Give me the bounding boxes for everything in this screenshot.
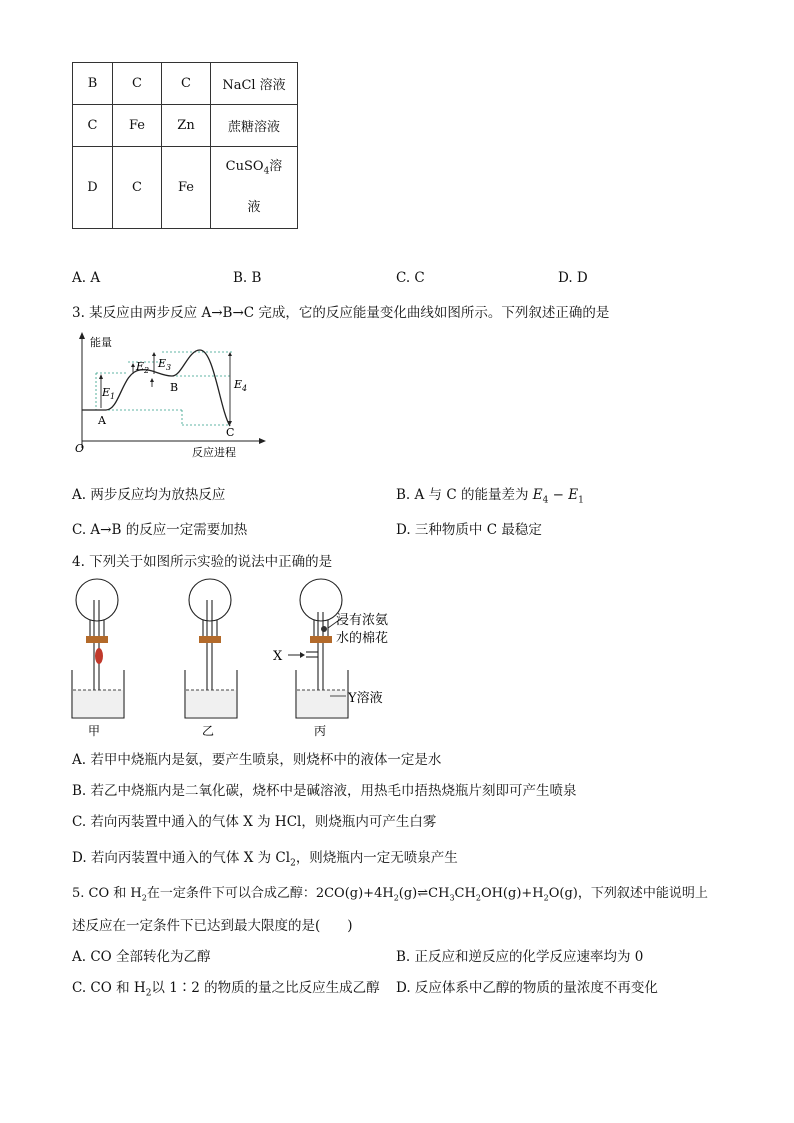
table-cell: NaCl 溶液 <box>211 63 298 105</box>
q4-stem: 4. 下列关于如图所示实验的说法中正确的是 <box>72 554 333 570</box>
label-y-solution: Y溶液 <box>348 691 383 706</box>
label-bing: 丙 <box>314 724 327 738</box>
e4-label: $E_4$ <box>234 378 248 393</box>
table-row <box>73 147 298 229</box>
q5-stem-line-1: 5. CO 和 $H_2$在一定条件下可以合成乙醇：$2CO(g)+4H_2(g)\rightleftharpoons CH_3CH_2OH(g)+H_2O(g)$，下列叙述中能说明上 <box>72 886 708 903</box>
q2-option-a: A. A <box>72 270 101 286</box>
q5-option-a: A. CO 全部转化为乙醇 <box>72 949 211 965</box>
q2-option-b: B. B <box>233 270 262 286</box>
origin-label: O <box>75 442 85 455</box>
table-cell: D <box>73 147 113 229</box>
table-row <box>73 63 298 105</box>
table-cell: C <box>162 63 211 105</box>
table-cell: CuSO$_4$溶 液 <box>211 147 298 229</box>
q2-option-d: D. D <box>558 270 588 286</box>
fountain-apparatus-diagram <box>66 572 406 742</box>
table-cell: C <box>113 63 162 105</box>
table-cell: 蔗糖溶液 <box>211 105 298 147</box>
table-cell: Fe <box>113 105 162 147</box>
energy-diagram <box>70 330 270 460</box>
x-axis-label: 反应进程 <box>192 446 236 459</box>
table-cell: B <box>73 63 113 105</box>
e1-label: $E_1$ <box>102 386 116 401</box>
e3-label: $E_3$ <box>158 357 172 372</box>
q5-option-b: B. 正反应和逆反应的化学反应速率均为 0 <box>396 949 644 965</box>
q4-option-a: A. 若甲中烧瓶内是氨，要产生喷泉，则烧杯中的液体一定是水 <box>72 752 442 768</box>
point-c-label: C <box>226 426 235 439</box>
q4-option-c: C. 若向丙装置中通入的气体 X 为 HCl，则烧瓶内可产生白雾 <box>72 814 437 830</box>
label-jia: 甲 <box>88 724 101 738</box>
label-x: X <box>273 649 283 664</box>
q5-option-c: C. CO 和 $H_2$以 1∶2 的物质的量之比反应生成乙醇 <box>72 980 380 999</box>
table-cell: Fe <box>162 147 211 229</box>
q3-option-d: D. 三种物质中 C 最稳定 <box>396 522 542 538</box>
options-table <box>72 62 298 229</box>
q3-option-a: A. 两步反应均为放热反应 <box>72 487 226 503</box>
q2-option-c: C. C <box>396 270 425 286</box>
table-row <box>73 105 298 147</box>
table-cell: Zn <box>162 105 211 147</box>
y-axis-label: 能量 <box>90 336 112 349</box>
e2-label: $E_2$ <box>136 360 150 375</box>
q3-option-c: C. A→B 的反应一定需要加热 <box>72 522 248 538</box>
label-cotton-1: 浸有浓氨 <box>336 613 389 628</box>
label-cotton-2: 水的棉花 <box>336 631 389 646</box>
point-a-label: A <box>98 414 106 427</box>
q4-option-d: D. 若向丙装置中通入的气体 X 为 $Cl_2$，则烧瓶内一定无喷泉产生 <box>72 850 458 869</box>
q5-stem-line-2: 述反应在一定条件下已达到最大限度的是( ) <box>72 918 353 934</box>
point-b-label: B <box>170 381 179 394</box>
q3-option-b: B. A 与 C 的能量差为 $E_4 - E_1$ <box>396 487 584 506</box>
q5-option-d: D. 反应体系中乙醇的物质的量浓度不再变化 <box>396 980 658 996</box>
table-cell: C <box>113 147 162 229</box>
table-cell: C <box>73 105 113 147</box>
q3-stem: 3. 某反应由两步反应 A→B→C 完成，它的反应能量变化曲线如图所示。下列叙述正确的是 <box>72 305 610 321</box>
label-yi: 乙 <box>202 724 215 738</box>
stopper <box>86 636 108 643</box>
q4-option-b: B. 若乙中烧瓶内是二氧化碳，烧杯中是碱溶液，用热毛巾捂热烧瓶片刻即可产生喷泉 <box>72 783 577 799</box>
